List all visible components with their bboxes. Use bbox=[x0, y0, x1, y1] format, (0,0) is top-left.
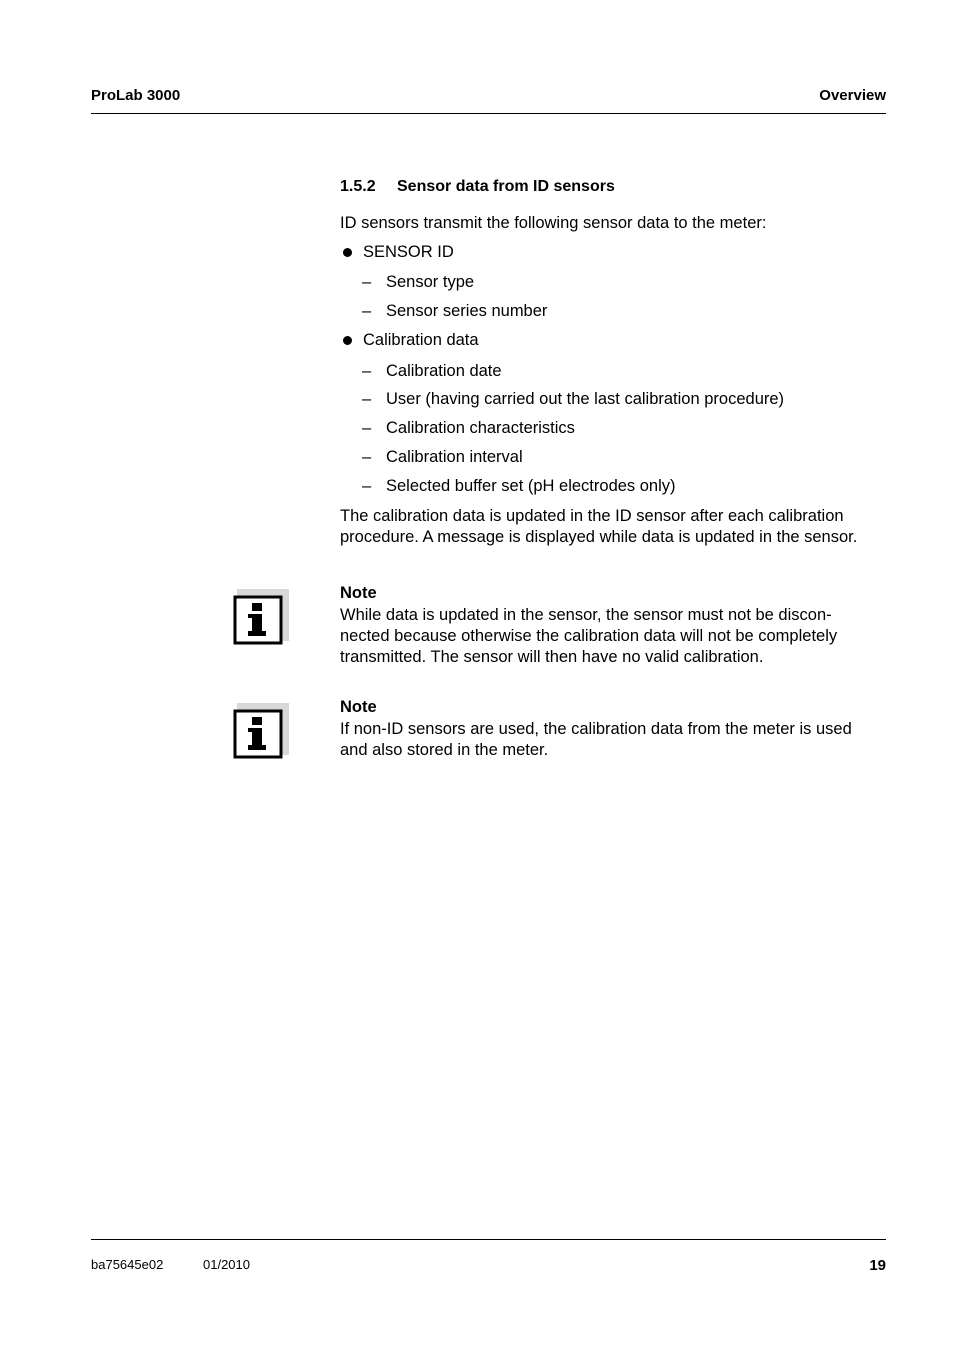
list-item: Calibration date bbox=[386, 362, 502, 380]
note-title: Note bbox=[340, 698, 377, 716]
header-rule bbox=[91, 113, 886, 114]
note-title: Note bbox=[340, 584, 377, 602]
section-title: Sensor data from ID sensors bbox=[397, 178, 615, 195]
body-paragraph bbox=[340, 506, 900, 548]
bullet-dot bbox=[343, 336, 352, 345]
footer-rule bbox=[91, 1239, 886, 1240]
section-number: 1.5.2 bbox=[340, 178, 376, 195]
footer-date: 01/2010 bbox=[203, 1257, 250, 1272]
list-item: Selected buffer set (pH electrodes only) bbox=[386, 477, 676, 495]
note-body bbox=[340, 719, 890, 761]
dash-marker: – bbox=[362, 448, 372, 466]
header-chapter: Overview bbox=[819, 87, 886, 104]
page-number: 19 bbox=[869, 1257, 886, 1274]
list-item: Calibration interval bbox=[386, 448, 523, 466]
bullet-dot bbox=[343, 248, 352, 257]
dash-marker: – bbox=[362, 362, 372, 380]
dash-marker: – bbox=[362, 302, 372, 320]
dash-marker: – bbox=[362, 477, 372, 495]
dash-marker: – bbox=[362, 273, 372, 291]
paragraph-line: The calibration data is updated in the ID sensor after each calibration bbox=[340, 507, 844, 525]
list-item: Calibration characteristics bbox=[386, 419, 575, 437]
header-product: ProLab 3000 bbox=[91, 87, 181, 104]
note-line: While data is updated in the sensor, the sensor must not be discon- bbox=[340, 606, 832, 624]
list-item: User (having carried out the last calibration procedure) bbox=[386, 390, 785, 408]
info-icon bbox=[233, 589, 289, 645]
bullet-label: SENSOR ID bbox=[363, 243, 454, 261]
paragraph-line: procedure. A message is displayed while data is updated in the sensor. bbox=[340, 528, 858, 546]
info-icon bbox=[233, 703, 289, 759]
note-line: and also stored in the meter. bbox=[340, 741, 549, 759]
note-line: If non-ID sensors are used, the calibration data from the meter is used bbox=[340, 720, 852, 738]
dash-marker: – bbox=[362, 419, 372, 437]
intro-text: ID sensors transmit the following sensor data to the meter: bbox=[340, 214, 767, 232]
dash-marker: – bbox=[362, 390, 372, 408]
note-body bbox=[340, 605, 890, 668]
note-line: transmitted. The sensor will then have no valid calibration. bbox=[340, 648, 764, 666]
section-heading bbox=[340, 178, 615, 196]
list-item: Sensor series number bbox=[386, 302, 548, 320]
footer-doc-id: ba75645e02 bbox=[91, 1257, 164, 1272]
note-line: nected because otherwise the calibration data will not be completely bbox=[340, 627, 838, 645]
list-item: Sensor type bbox=[386, 273, 475, 291]
bullet-label: Calibration data bbox=[363, 331, 479, 349]
